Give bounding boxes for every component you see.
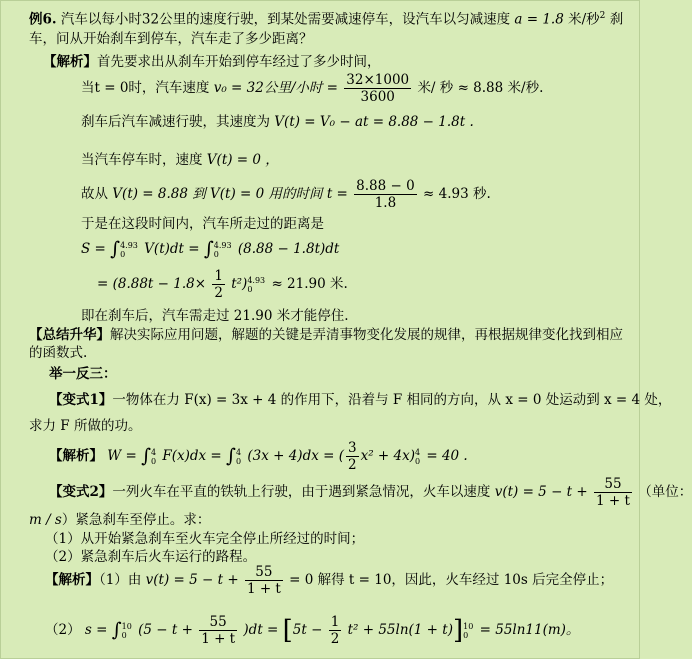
- var1-line-1: [49, 391, 671, 409]
- summary-tag: 【总结升华】: [29, 327, 110, 343]
- dist2-b: t²): [231, 276, 248, 292]
- upper-limit-1: 4.93: [120, 240, 138, 250]
- var1-ans-tag: 【解析】: [49, 448, 103, 464]
- var2-numerator: 55: [594, 476, 632, 493]
- var2-answer-2: [45, 609, 579, 647]
- var2-unit: m / s: [29, 512, 62, 528]
- dist-s: S =: [81, 241, 106, 257]
- summary-line-1: [29, 326, 623, 344]
- var2-ans2-e: 5t −: [292, 622, 323, 638]
- stop-text: 当汽车停车时，速度: [81, 152, 203, 168]
- lower-limit-2: 0: [213, 249, 219, 259]
- eval-bar-3: [463, 622, 473, 640]
- stop-formula: V(t) = 0 ，: [206, 152, 279, 168]
- analysis-text: 首先要求出从刹车开始到停车经过了多少时间，: [97, 54, 381, 70]
- var2-ans2-denominator: 1 + t: [201, 631, 236, 647]
- dist-line-1: [81, 233, 339, 261]
- analysis-tag: 【解析】: [43, 54, 97, 70]
- var1-ans-c: (3x + 4)dx = (: [247, 448, 344, 464]
- half-denominator: 2: [330, 631, 340, 647]
- problem-text-1c: 刹: [609, 11, 624, 28]
- eval-bar-1: [247, 276, 265, 294]
- time-fraction: [354, 178, 417, 211]
- v0-formula: v₀ = 32公里/小时 =: [213, 80, 338, 96]
- var2-velocity: v(t) = 5 − t +: [494, 484, 588, 500]
- var2-ans1-numerator: 55: [245, 564, 283, 581]
- decel-text: 刹车后汽车减速行驶，其速度为: [81, 114, 270, 130]
- var2-ans1-c: = 0 解得 t = 10，因此，火车经过 10s 后完全停止；: [289, 572, 614, 588]
- analysis-line-1: [43, 53, 381, 71]
- v0-numerator: 32×1000: [346, 72, 410, 88]
- integral-limits-4: [236, 448, 241, 466]
- var2-ans2-f: t² + 55ln(1 + t): [347, 622, 453, 638]
- right-bracket: ]: [452, 615, 464, 646]
- lower-limit-3: 0: [150, 456, 157, 466]
- var2-ans2-b: s =: [84, 622, 108, 638]
- summary-text-1: 解决实际应用问题，解题的关键是弄清事物变化发展的规律，再根据规律变化找到相应: [110, 327, 623, 343]
- v0-denominator: 3600: [360, 89, 395, 105]
- upper-limit-2: 4.93: [213, 240, 232, 250]
- left-bracket: [: [282, 615, 293, 646]
- var1-answer: [49, 439, 468, 473]
- var2-ans2-c: (5 − t +: [138, 622, 193, 638]
- var2-ans1-a: （1）由: [99, 572, 142, 588]
- problem-line-2: 车，问从开始刹车到停车，汽车走了多少距离？: [29, 31, 313, 47]
- lower-limit-4: 0: [235, 456, 242, 466]
- lower-limit-5: 0: [121, 630, 127, 640]
- integral-sign-5: ∫: [111, 619, 122, 641]
- stop-line: [81, 151, 279, 169]
- time-text-a: 故从: [81, 186, 108, 202]
- time-tail: ≈ 4.93 秒.: [423, 186, 491, 202]
- var2-ans2-g: = 55ln11(m)。: [479, 622, 580, 638]
- var2-fraction: [594, 476, 632, 509]
- eval-lower-3: 0: [463, 630, 469, 640]
- conclusion-line: 即在刹车后，汽车需走过 21.90 米才能停住.: [81, 308, 349, 324]
- var2-line-1: [49, 475, 692, 509]
- dist2-denominator: 2: [214, 285, 223, 301]
- var2-ans1-denominator: 1 + t: [246, 581, 281, 597]
- time-denominator: 1.8: [374, 195, 397, 211]
- var2-text-2b: ）紧急刹车至停止。求：: [61, 512, 211, 528]
- summary-line-2: 的函数式.: [29, 345, 88, 361]
- var2-ans2-d: )dt =: [243, 622, 279, 638]
- var2-answer-1: [45, 563, 613, 597]
- dist2-c: ≈ 21.90 米.: [271, 276, 348, 292]
- var2-ans2-numerator: 55: [199, 614, 237, 631]
- var2-ans1-fraction: [245, 564, 283, 597]
- integral-limits-5: [122, 622, 132, 640]
- var1-ans-b: F(x)dx =: [162, 448, 222, 464]
- dist-intro: 于是在这段时间内，汽车所走过的距离是: [81, 216, 324, 232]
- dist2-a: = (8.88t − 1.8×: [97, 276, 207, 292]
- var2-ans2-half: [329, 614, 342, 647]
- integral-sign-2: ∫: [203, 238, 214, 260]
- lower-limit-1: 0: [120, 249, 126, 259]
- eval-lower-2: 0: [414, 456, 421, 466]
- var1-ans-e: = 40 .: [426, 448, 468, 464]
- half-numerator: 1: [330, 614, 340, 630]
- eval-lower-1: 0: [247, 284, 253, 294]
- t0-text: 当t = 0时，汽车速度: [81, 80, 210, 96]
- decel-line: [81, 113, 474, 131]
- v0-line: [81, 71, 543, 105]
- var2-denominator: 1 + t: [596, 493, 630, 509]
- time-numerator: 8.88 − 0: [356, 178, 415, 194]
- var1-ans-a: W =: [107, 448, 137, 464]
- var2-ans-tag: 【解析】: [45, 572, 99, 588]
- dist-tail: (8.88 − 1.8t)dt: [237, 241, 340, 257]
- var1-text-1: 一物体在力 F(x) = 3x + 4 的作用下，沿着与 F 相同的方向，从 x = 0 处运动到 x = 4 处，: [112, 392, 672, 408]
- integral-sign-4: ∫: [226, 445, 236, 467]
- problem-line-1: 例6. 汽车以每小时32公里的速度行驶，到某处需要减速停车，设汽车以匀减速度 a = 1.8 米/秒$^2$ 刹: [29, 11, 624, 28]
- var1-ans-d: x² + 4x): [360, 448, 415, 464]
- var2-line-2: [29, 511, 210, 529]
- var2-ans2-a: （2）: [45, 622, 81, 638]
- integral-limits-2: [214, 241, 232, 259]
- upper-limit-3: 4: [150, 447, 157, 457]
- dist2-fraction: [212, 268, 225, 301]
- example-label: 例6.: [29, 11, 57, 28]
- dist-mid: V(t)dt =: [144, 241, 200, 257]
- integral-limits-3: [151, 448, 156, 466]
- time-line: [81, 177, 491, 211]
- time-t: t =: [326, 186, 348, 202]
- var1-line-2: 求力 F 所做的功。: [29, 418, 142, 434]
- dist-line-2: [97, 267, 348, 301]
- var1-tag: 【变式1】: [49, 392, 113, 408]
- problem-text-1b: 米/秒: [568, 11, 600, 28]
- eval-upper-3: 10: [463, 621, 474, 631]
- problem-text-1a: 汽车以每小时32公里的速度行驶，到某处需要减速停车，设汽车以匀减速度: [60, 11, 511, 28]
- var2-text-c: （单位：: [638, 484, 692, 500]
- var2-question-1: （1）从开始紧急刹车至火车完全停止所经过的时间；: [45, 531, 365, 547]
- var2-ans1-b: v(t) = 5 − t +: [145, 572, 239, 588]
- eval-upper-1: 4.93: [247, 275, 266, 285]
- var2-tag: 【变式2】: [49, 484, 113, 500]
- integral-limits-1: [120, 241, 138, 259]
- v0-fraction: [344, 72, 411, 105]
- upper-limit-5: 10: [121, 621, 132, 631]
- var1-denominator: 2: [347, 457, 357, 473]
- var2-question-2: （2）紧急刹车后火车运行的路程。: [45, 549, 257, 565]
- time-formula: V(t) = 8.88 到 V(t) = 0 用的时间: [112, 186, 323, 202]
- var2-text-a: 一列火车在平直的铁轨上行驶，由于遇到紧急情况，火车以速度: [112, 484, 491, 500]
- dist2-numerator: 1: [214, 268, 223, 284]
- integral-sign-1: ∫: [110, 238, 121, 260]
- integral-sign-3: ∫: [141, 445, 151, 467]
- eval-bar-2: [415, 448, 420, 466]
- v0-tail: 米/ 秒 ≈ 8.88 米/秒.: [417, 80, 544, 96]
- practice-title: 举一反三：: [49, 366, 117, 382]
- eval-upper-2: 4: [414, 447, 421, 457]
- var1-numerator: 3: [347, 440, 357, 456]
- decel-formula: V(t) = V₀ − at = 8.88 − 1.8t .: [274, 114, 474, 130]
- var1-fraction: [346, 440, 359, 473]
- accel-formula: a = 1.8: [514, 11, 564, 28]
- var2-ans2-fraction: [199, 614, 237, 647]
- upper-limit-4: 4: [235, 447, 242, 457]
